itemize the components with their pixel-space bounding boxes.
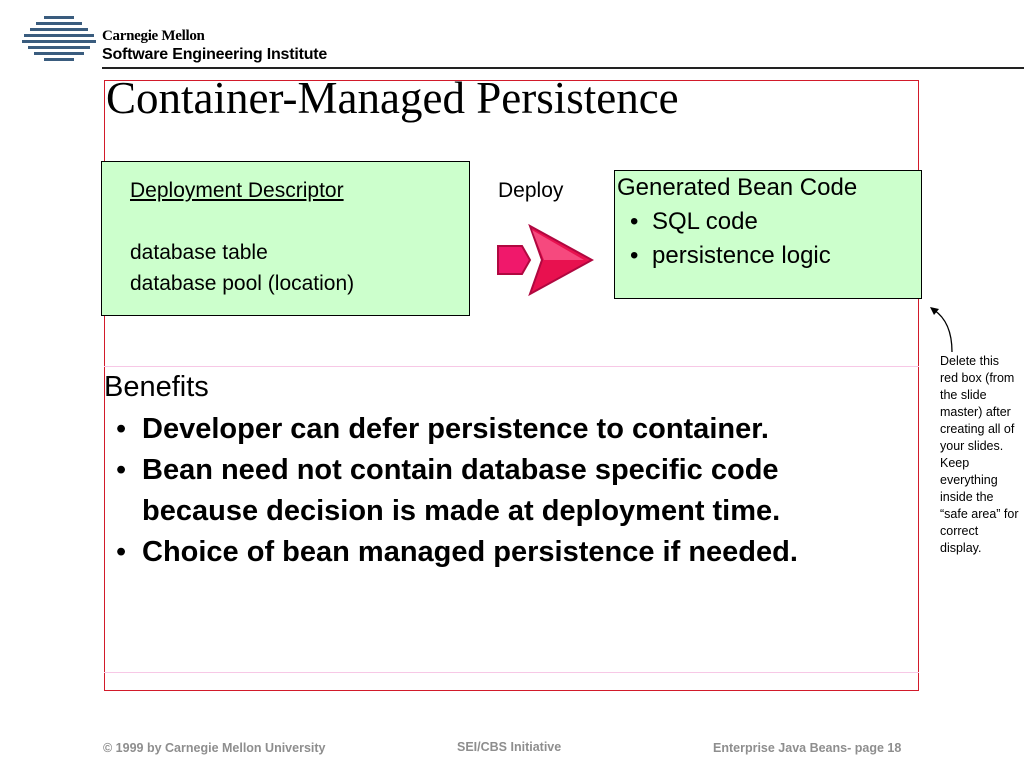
curved-arrow-icon (928, 304, 958, 354)
org-name: Carnegie Mellon (102, 28, 205, 44)
header-divider (102, 67, 1024, 69)
guide-line (104, 672, 919, 673)
footer-initiative: SEI/CBS Initiative (457, 740, 562, 754)
list-item (630, 242, 831, 270)
bullet: • (630, 208, 639, 235)
generated-heading: Generated Bean Code (617, 174, 858, 201)
list-item (116, 536, 798, 569)
cmu-sei-logo-icon (22, 14, 96, 64)
slide-title: Container-Managed Persistence (106, 73, 679, 123)
bullet: • (630, 242, 639, 269)
list-item (630, 208, 758, 236)
list-item-text: because decision is made at deployment time. (142, 495, 781, 527)
list-item-text: Bean need not contain database specific code (142, 454, 779, 486)
side-note: Delete this red box (from the slide master) after creating all of your slides. Keep everything inside the “safe area” for correct display. (940, 354, 1019, 555)
deploy-label: Deploy (498, 179, 564, 202)
footer-page: Enterprise Java Beans- page 18 (713, 741, 902, 755)
arrow-right-icon (492, 222, 594, 298)
footer-copyright: © 1999 by Carnegie Mellon University (103, 741, 326, 755)
descriptor-line: database table (130, 241, 268, 264)
list-item (116, 413, 769, 446)
list-item (116, 454, 779, 487)
institute-name: Software Engineering Institute (102, 46, 328, 63)
bullet: • (116, 413, 127, 445)
bullet: • (116, 536, 127, 568)
list-item-text: persistence logic (652, 242, 831, 269)
list-item-continuation (116, 495, 780, 528)
guide-line (104, 366, 919, 367)
benefits-heading: Benefits (104, 371, 209, 403)
list-item-text: SQL code (652, 208, 758, 235)
list-item-text: Choice of bean managed persistence if needed. (142, 536, 798, 568)
descriptor-heading: Deployment Descriptor (130, 179, 344, 202)
list-item-text: Developer can defer persistence to container. (142, 413, 769, 445)
descriptor-line: database pool (location) (130, 272, 355, 295)
bullet: • (116, 454, 127, 486)
